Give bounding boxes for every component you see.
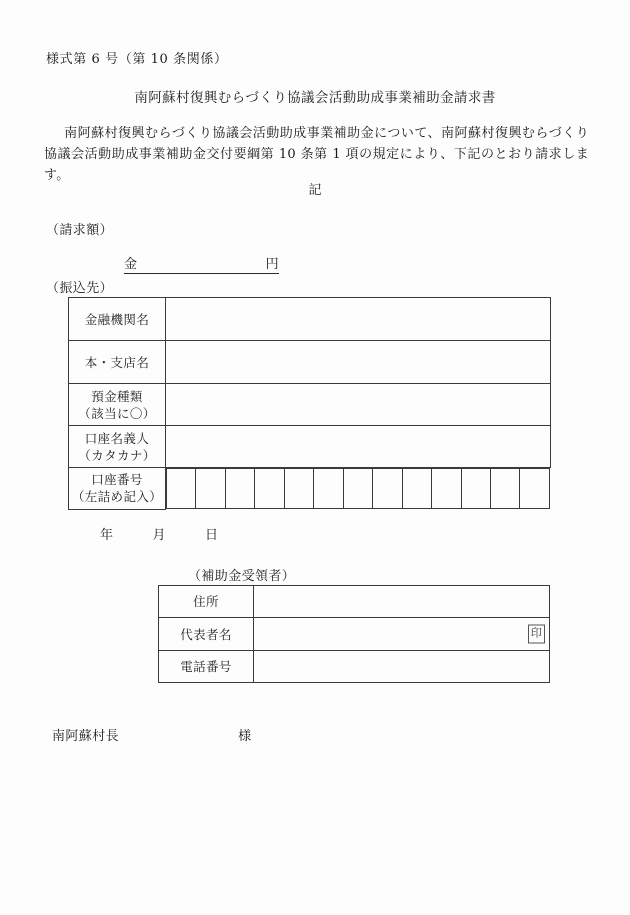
bank-account-number-cell <box>166 468 551 510</box>
account-number-box[interactable] <box>343 469 372 509</box>
recipient-row-label-text: 住所 <box>193 594 219 609</box>
account-number-box[interactable] <box>461 469 490 509</box>
bank-row-label <box>69 298 166 341</box>
form-number: 様式第 6 号（第 10 条関係） <box>46 52 228 67</box>
account-number-box[interactable] <box>432 469 461 509</box>
date-line[interactable] <box>100 524 218 543</box>
recipient-row-label-text: 電話番号 <box>180 659 232 674</box>
amount-currency-prefix: 金 <box>124 257 138 272</box>
account-number-box[interactable] <box>490 469 519 509</box>
bank-row-label-text: 預金種類 <box>91 388 143 404</box>
recipient-address-input[interactable] <box>254 586 550 618</box>
account-number-box[interactable] <box>284 469 313 509</box>
amount-currency-suffix: 円 <box>265 257 279 272</box>
recipient-row-label <box>159 651 254 683</box>
account-number-box[interactable] <box>167 469 196 509</box>
table-row <box>167 469 550 509</box>
account-number-box[interactable] <box>255 469 284 509</box>
table-row <box>69 468 551 510</box>
bank-branch-name-input[interactable] <box>166 341 551 384</box>
seal-stamp-icon: 印 <box>528 625 545 644</box>
recipient-phone-input[interactable] <box>254 651 550 683</box>
table-row <box>159 618 550 651</box>
bank-section-caption: （振込先） <box>46 281 114 296</box>
bank-row-label <box>69 341 166 384</box>
recipient-table <box>158 585 550 683</box>
bank-account-holder-input[interactable] <box>166 426 551 468</box>
document-title: 南阿蘇村復興むらづくり協議会活動助成事業補助金請求書 <box>134 90 496 106</box>
bank-row-label-sub: （カタカナ） <box>78 447 156 463</box>
addressee-honorific: 様 <box>238 729 252 744</box>
table-row <box>69 426 551 468</box>
account-number-box[interactable] <box>225 469 254 509</box>
table-row <box>69 384 551 426</box>
table-row <box>159 651 550 683</box>
bank-row-label-text: 口座番号 <box>91 472 143 488</box>
bank-row-label-sub: （該当に〇） <box>78 405 156 421</box>
bank-institution-name-input[interactable] <box>166 298 551 341</box>
bank-row-label <box>69 426 166 468</box>
recipient-row-label <box>159 618 254 651</box>
bank-row-label-text: 本・支店名 <box>84 354 150 370</box>
account-number-box[interactable] <box>373 469 402 509</box>
bank-row-label <box>69 384 166 426</box>
bank-row-label-text: 口座名義人 <box>84 430 150 446</box>
recipient-row-label <box>159 586 254 618</box>
amount-entry-line[interactable] <box>124 257 279 274</box>
seal-container <box>254 618 549 650</box>
bank-row-label-text: 金融機関名 <box>84 311 150 327</box>
bank-transfer-table <box>68 297 551 510</box>
table-row <box>69 298 551 341</box>
date-year-label: 年 <box>100 528 114 543</box>
table-row <box>159 586 550 618</box>
account-number-box[interactable] <box>520 469 550 509</box>
account-number-box[interactable] <box>314 469 343 509</box>
ki-mark: 記 <box>308 183 322 198</box>
account-number-box-grid <box>166 468 550 509</box>
bank-row-label-sub: （左詰め記入） <box>71 489 163 505</box>
bank-row-label <box>69 468 166 510</box>
recipient-representative-input[interactable] <box>254 618 550 651</box>
recipient-row-label-text: 代表者名 <box>180 626 232 642</box>
account-number-box[interactable] <box>196 469 225 509</box>
recipient-section-caption: （補助金受領者） <box>188 569 296 584</box>
amount-section-caption: （請求額） <box>46 223 114 238</box>
addressee-name: 南阿蘇村長 <box>52 729 120 744</box>
addressee-line <box>52 725 252 744</box>
account-number-box[interactable] <box>402 469 431 509</box>
date-month-label: 月 <box>152 528 166 543</box>
table-row <box>69 341 551 384</box>
date-day-label: 日 <box>205 528 219 543</box>
bank-deposit-type-input[interactable] <box>166 384 551 426</box>
body-paragraph: 南阿蘇村復興むらづくり協議会活動助成事業補助金について、南阿蘇村復興むらづくり協議会活動助成事業補助金交付要綱第 10 条第 1 項の規定により、下記のとおり請求します。 <box>44 126 589 183</box>
